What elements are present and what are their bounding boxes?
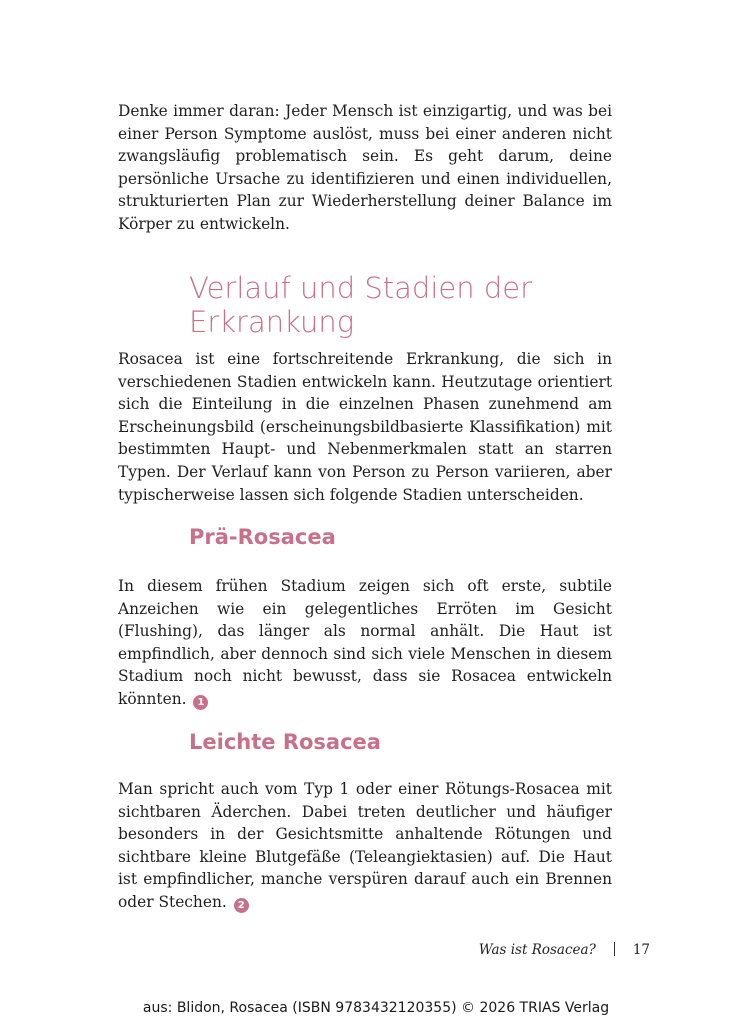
leichte-rosacea-text: Man spricht auch vom Typ 1 oder einer Rötungs-Rosacea mit sichtbaren Äderchen. Dabei treten deutlicher und häufiger besonders in der Gesichtsmitte anhaltende Rötungen und sichtbare kleine Blutgefäße (Teleangiektasien) auf. Die Haut ist empfindlicher, manche verspüren darauf auch ein Brennen oder Stechen. bbox=[118, 780, 612, 911]
section-heading: Verlauf und Stadien der Erkrankung bbox=[189, 271, 533, 339]
figure-ref-2-badge[interactable]: 2 bbox=[234, 898, 249, 913]
page-number: 17 bbox=[632, 942, 650, 958]
prae-rosacea-paragraph bbox=[118, 575, 612, 711]
verlauf-paragraph: Rosacea ist eine fortschreitende Erkrankung, die sich in verschiedenen Stadien entwickeln kann. Heutzutage orientiert sich die Einteilung in die einzelnen Phasen zunehmend am Erscheinungsbild (erscheinungsbildbasierte Klassifikation) mit bestimmten Haupt- und Nebenmerkmalen statt an starren Typen. Der Verlauf kann von Person zu Person variieren, aber typischerweise lassen sich folgende Stadien unterscheiden. bbox=[118, 350, 612, 504]
footer-divider bbox=[614, 942, 615, 956]
leichte-rosacea-heading: Leichte Rosacea bbox=[189, 730, 381, 754]
source-line: aus: Blidon, Rosacea (ISBN 9783432120355) © 2026 TRIAS Verlag bbox=[142, 1000, 610, 1016]
footer-chapter-title: Was ist Rosacea? bbox=[478, 942, 596, 958]
leichte-rosacea-paragraph bbox=[118, 778, 612, 914]
prae-rosacea-text: In diesem frühen Stadium zeigen sich oft erste, subtile Anzeichen wie ein gelegentliches Erröten im Gesicht (Flushing), das länger als normal anhält. Die Haut ist empfindlich, aber dennoch sind sich viele Menschen in diesem Stadium noch nicht bewusst, dass sie Rosacea entwickeln könnten. bbox=[118, 577, 612, 708]
intro-paragraph: Denke immer daran: Jeder Mensch ist einzigartig, und was bei einer Person Symptome auslöst, muss bei einer anderen nicht zwangsläufig problematisch sein. Es geht darum, deine persönliche Ursache zu identifizieren und einen individuellen, strukturierten Plan zur Wiederherstellung deiner Balance im Körper zu entwickeln. bbox=[118, 102, 612, 233]
figure-ref-1-badge[interactable]: 1 bbox=[193, 695, 208, 710]
running-footer bbox=[479, 941, 650, 959]
prae-rosacea-heading: Prä-Rosacea bbox=[189, 525, 336, 549]
